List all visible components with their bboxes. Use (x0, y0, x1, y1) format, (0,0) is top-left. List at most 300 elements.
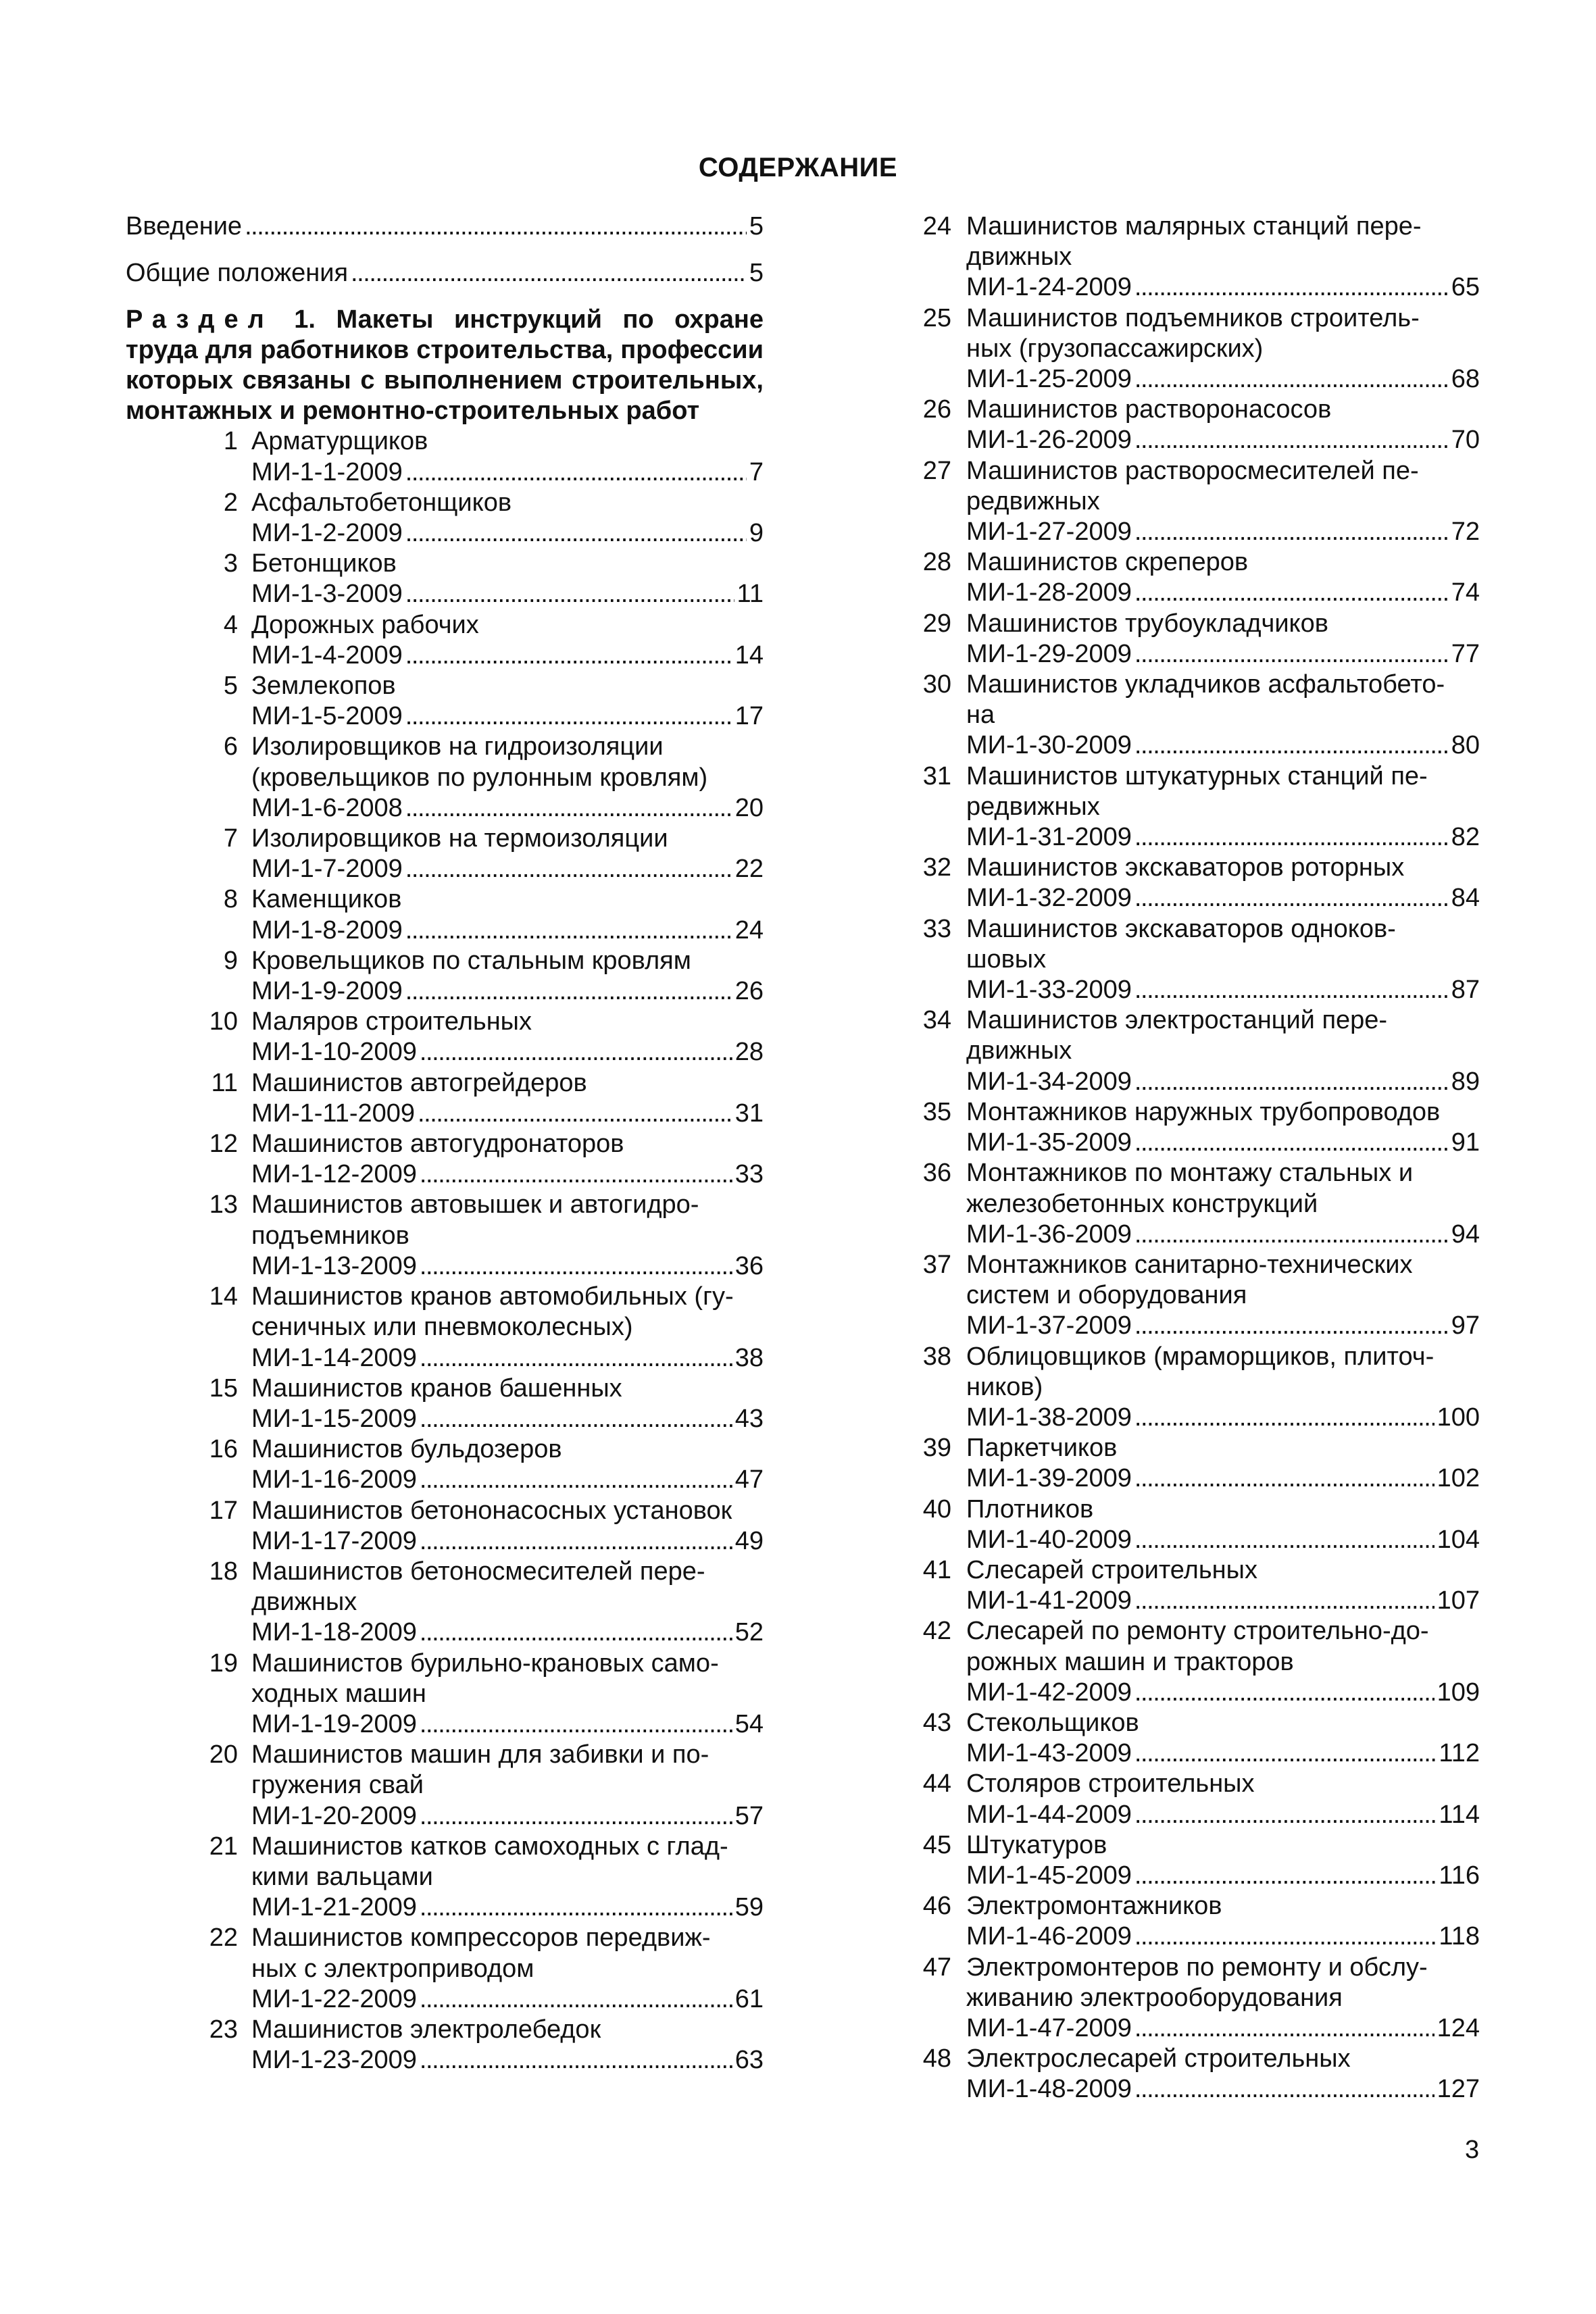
toc-entry-number: 17 (209, 1496, 238, 1525)
toc-entry-code-line (966, 883, 1480, 913)
toc-entry-body (966, 1158, 1480, 1250)
leader-dots (405, 793, 732, 824)
leader-dots (420, 1251, 732, 1282)
toc-entry-page: 68 (1451, 365, 1480, 394)
toc-entry-page: 74 (1451, 578, 1480, 607)
toc-entry-body (966, 761, 1480, 853)
toc-entry-body (966, 1342, 1480, 1434)
toc-entry (912, 1953, 1480, 2044)
toc-entry-title-line: Монтажников по монтажу стальных и (966, 1159, 1414, 1188)
toc-entry-code: МИ-1-38-2009 (966, 1403, 1132, 1432)
toc-entry-page: 47 (734, 1465, 764, 1494)
toc-entry-code: МИ-1-32-2009 (966, 884, 1132, 913)
toc-entry-body (251, 824, 764, 884)
toc-entry-title-line: Каменщиков (251, 885, 402, 914)
toc-entry-body (966, 1494, 1480, 1555)
toc-entry-code: МИ-1-6-2008 (251, 793, 403, 822)
toc-entry-title-line: Машинистов растворонасосов (966, 395, 1332, 424)
toc-entry-body (251, 1068, 764, 1129)
toc-entry (912, 1708, 1480, 1769)
toc-entry-number: 26 (922, 395, 951, 424)
leader-dots (1134, 364, 1449, 395)
leader-dots (420, 1892, 732, 1923)
toc-entry-title-line: рожных машин и тракторов (966, 1647, 1294, 1676)
toc-entry-number: 19 (209, 1649, 238, 1678)
toc-entry-title-line: Машинистов растворосмесителей пе- (966, 456, 1419, 485)
page-title: СОДЕРЖАНИЕ (698, 153, 898, 182)
toc-entry-code-line (966, 1463, 1480, 1494)
toc-entry-code-line (251, 640, 764, 671)
toc-entry-page: 43 (734, 1404, 764, 1433)
toc-entry (126, 610, 764, 671)
toc-entry-body (251, 426, 764, 487)
toc-entry-title-line: Машинистов кранов башенных (251, 1374, 622, 1403)
toc-entry (912, 670, 1480, 761)
toc-entry-code-line (966, 639, 1480, 670)
toc-entry-code-line (966, 517, 1480, 547)
toc-entry-body (966, 1953, 1480, 2044)
leader-dots (1134, 730, 1449, 761)
toc-entry-number: 20 (209, 1740, 238, 1769)
toc-entry-title-line: Электромонтеров по ремонту и обслу- (966, 1953, 1428, 1982)
toc-entry-code: МИ-1-15-2009 (251, 1404, 417, 1433)
toc-entry-code-line (251, 854, 764, 884)
toc-entry-page: 77 (1451, 639, 1480, 668)
toc-entry-title-line: ных с электроприводом (251, 1954, 534, 1983)
toc-entry-code: МИ-1-8-2009 (251, 915, 403, 945)
toc-entry-code-line (251, 1404, 764, 1434)
toc-entry (912, 1769, 1480, 1830)
toc-entry-code: МИ-1-18-2009 (251, 1618, 417, 1647)
toc-entry (126, 1282, 764, 1374)
toc-entry-title-line: Штукатуров (966, 1830, 1107, 1859)
toc-entry-page: 97 (1451, 1311, 1480, 1340)
toc-entry-title-line: Машинистов автогудронаторов (251, 1130, 624, 1159)
toc-entry-number: 42 (922, 1617, 951, 1646)
toc-entry-title-line: Асфальтобетонщиков (251, 488, 512, 517)
toc-entry-code: МИ-1-36-2009 (966, 1219, 1132, 1249)
toc-entry-code: МИ-1-19-2009 (251, 1709, 417, 1738)
leader-dots (405, 640, 732, 671)
toc-entry (126, 1740, 764, 1832)
toc-entry (126, 1129, 764, 1190)
toc-entry-code-line (251, 1465, 764, 1495)
toc-entry-code: МИ-1-24-2009 (966, 273, 1132, 302)
toc-entry-code-line (251, 1526, 764, 1557)
toc-entry-number: 4 (223, 610, 238, 639)
toc-entry-page: 118 (1439, 1922, 1480, 1951)
toc-entry-title-line: Машинистов электростанций пере- (966, 1006, 1388, 1035)
toc-entry-body (966, 395, 1480, 455)
toc-entry-code-line (966, 1921, 1480, 1952)
toc-entry-code: МИ-1-12-2009 (251, 1160, 417, 1189)
toc-entry (912, 547, 1480, 608)
toc-entry (126, 824, 764, 884)
toc-intro-entry (126, 258, 764, 288)
toc-entry (912, 211, 1480, 303)
leader-dots (1134, 1921, 1437, 1952)
toc-entry-body (251, 488, 764, 549)
toc-entry-page: 59 (734, 1893, 764, 1922)
toc-entry-title-line: Машинистов бульдозеров (251, 1435, 562, 1464)
toc-entry-page: 49 (734, 1526, 764, 1555)
toc-entry-body (966, 914, 1480, 1006)
toc-entry-number: 10 (209, 1007, 238, 1036)
toc-entry-code-line (966, 1403, 1480, 1433)
toc-entry-code-line (966, 1800, 1480, 1830)
toc-entry-title-line: редвижных (966, 792, 1100, 821)
toc-entry-title-line: Слесарей строительных (966, 1555, 1257, 1584)
toc-entry-number: 29 (922, 609, 951, 638)
toc-entry-body (966, 853, 1480, 913)
toc-entry-number: 37 (922, 1250, 951, 1279)
leader-dots (420, 1037, 732, 1067)
toc-entry-code-line (251, 1892, 764, 1923)
toc-entry-number: 40 (922, 1494, 951, 1524)
toc-entry-title-line: движных (966, 243, 1072, 272)
toc-entry-code-line (251, 1343, 764, 1374)
toc-entry (912, 1342, 1480, 1434)
toc-intro-page: 5 (749, 212, 764, 241)
toc-entry-code: МИ-1-13-2009 (251, 1251, 417, 1280)
toc-intro-label: Общие положения (126, 259, 349, 288)
toc-entry-title-line: Машинистов бурильно-крановых само- (251, 1649, 719, 1678)
toc-entry-code: МИ-1-22-2009 (251, 1984, 417, 2013)
toc-entry-body (966, 1769, 1480, 1830)
leader-dots (405, 701, 732, 732)
toc-entry-number: 25 (922, 303, 951, 332)
toc-entry-number: 16 (209, 1435, 238, 1464)
leader-dots (351, 258, 747, 288)
leader-dots (420, 1526, 732, 1557)
toc-entry-title-line: Машинистов электролебедок (251, 2015, 601, 2044)
toc-entry-body (251, 884, 764, 945)
toc-entry-code-line (251, 2045, 764, 2076)
toc-entry-title-line: Электромонтажников (966, 1892, 1222, 1921)
toc-entry (912, 1158, 1480, 1250)
toc-entry-body (966, 1708, 1480, 1769)
toc-entry-code-line (251, 457, 764, 488)
toc-entry-number: 38 (922, 1342, 951, 1371)
toc-entry-title-line: Паркетчиков (966, 1434, 1118, 1463)
toc-entry-title-line: Машинистов укладчиков асфальтобето- (966, 670, 1445, 699)
toc-entry-page: 70 (1451, 426, 1480, 455)
leader-dots (1134, 1067, 1449, 1097)
toc-entry-title-line: ных (грузопассажирских) (966, 334, 1264, 363)
toc-entry-code: МИ-1-9-2009 (251, 977, 403, 1006)
toc-entry-number: 18 (209, 1557, 238, 1586)
toc-entry-body (251, 1496, 764, 1557)
toc-entry (126, 732, 764, 824)
toc-entry-page: 124 (1437, 2013, 1480, 2042)
toc-entry-body (966, 1097, 1480, 1158)
toc-entry-title-line: (кровельщиков по рулонным кровлям) (251, 763, 708, 792)
toc-entry-body (966, 1830, 1480, 1891)
toc-entry (126, 1832, 764, 1923)
toc-entry-code-line (966, 272, 1480, 303)
leader-dots (1134, 578, 1449, 608)
toc-entry-body (251, 671, 764, 732)
toc-entry-title-line: движных (251, 1588, 357, 1617)
toc-entry-number: 9 (223, 946, 238, 975)
toc-entry-body (966, 456, 1480, 548)
toc-entry (912, 1005, 1480, 1097)
toc-list-left (126, 426, 764, 2076)
toc-entry (912, 456, 1480, 548)
toc-entry (912, 1250, 1480, 1342)
toc-entry-title-line: Машинистов трубоукладчиков (966, 609, 1328, 638)
section-heading (126, 305, 764, 426)
toc-column-left (126, 211, 764, 2076)
toc-entry (126, 1557, 764, 1649)
leader-dots (420, 1801, 732, 1832)
toc-entry-code: МИ-1-42-2009 (966, 1678, 1132, 1707)
toc-entry-page: 114 (1439, 1800, 1480, 1829)
leader-dots (405, 457, 747, 488)
toc-entry-page: 61 (734, 1984, 764, 2013)
toc-entry-title-line: Изолировщиков на термоизоляции (251, 824, 668, 853)
toc-intro-label: Введение (126, 212, 243, 241)
toc-entry-code: МИ-1-2-2009 (251, 519, 403, 548)
toc-column-right (912, 211, 1480, 2105)
toc-entry-code-line (966, 578, 1480, 608)
toc-entry-code-line (966, 1861, 1480, 1891)
toc-entry-code: МИ-1-44-2009 (966, 1800, 1132, 1829)
toc-entry-code-line (251, 579, 764, 609)
leader-dots (420, 1709, 732, 1740)
toc-entry (912, 853, 1480, 913)
toc-entry-page: 63 (734, 2046, 764, 2075)
toc-entry-code-line (966, 2074, 1480, 2105)
toc-entry-body (966, 609, 1480, 670)
leader-dots (420, 1617, 732, 1648)
toc-entry-page: 89 (1451, 1067, 1480, 1096)
toc-entry (126, 1374, 764, 1434)
toc-entry-number: 11 (211, 1068, 238, 1097)
toc-entry-number: 32 (922, 853, 951, 882)
leader-dots (420, 1404, 732, 1434)
toc-entry-title-line: Изолировщиков на гидроизоляции (251, 732, 664, 761)
toc-entry-title-line: систем и оборудования (966, 1281, 1247, 1310)
toc-entry-body (251, 1129, 764, 1190)
toc-entry-code-line (251, 793, 764, 824)
toc-entry-title-line: Машинистов подъемников строитель- (966, 303, 1420, 332)
toc-entry-title-line: кими вальцами (251, 1862, 433, 1891)
toc-entry-number: 28 (922, 548, 951, 577)
toc-entry-code: МИ-1-47-2009 (966, 2013, 1132, 2042)
toc-entry-body (966, 1250, 1480, 1342)
toc-entry-body (966, 303, 1480, 395)
toc-entry-title-line: Машинистов машин для забивки и по- (251, 1740, 709, 1769)
toc-entry-body (251, 946, 764, 1007)
toc-entry-code-line (966, 730, 1480, 761)
toc-entry-page: 33 (734, 1160, 764, 1189)
toc-entry-code: МИ-1-40-2009 (966, 1525, 1132, 1554)
toc-entry-code-line (251, 1159, 764, 1190)
toc-entry-page: 24 (734, 915, 764, 945)
toc-entry-page: 20 (734, 793, 764, 822)
toc-entry-number: 48 (922, 2044, 951, 2073)
toc-entry-title-line: Кровельщиков по стальным кровлям (251, 946, 691, 975)
toc-entry-number: 41 (922, 1555, 951, 1584)
toc-entry (126, 1649, 764, 1740)
toc-entry-title-line: движных (966, 1036, 1072, 1065)
toc-entry-code: МИ-1-26-2009 (966, 426, 1132, 455)
toc-entry-page: 94 (1451, 1219, 1480, 1249)
toc-entry-page: 72 (1451, 518, 1480, 547)
toc-entry-number: 30 (922, 670, 951, 699)
toc-entry-page: 38 (734, 1343, 764, 1372)
toc-entry-code: МИ-1-34-2009 (966, 1067, 1132, 1096)
toc-entry-body (251, 1282, 764, 1374)
leader-dots (1134, 639, 1449, 670)
page-number: 3 (1465, 2136, 1480, 2164)
leader-dots (1134, 2013, 1435, 2044)
toc-entry-code-line (251, 518, 764, 549)
toc-entry-code: МИ-1-14-2009 (251, 1343, 417, 1372)
toc-entry-page: 104 (1437, 1525, 1480, 1554)
toc-entry-code: МИ-1-21-2009 (251, 1893, 417, 1922)
toc-entry-body (251, 2015, 764, 2076)
toc-entry-number: 22 (209, 1923, 238, 1953)
toc-entry (126, 488, 764, 549)
toc-entry-body (251, 1740, 764, 1832)
toc-entry (912, 1097, 1480, 1158)
toc-entry-code-line (966, 1678, 1480, 1708)
toc-entry (912, 303, 1480, 395)
toc-entry-code: МИ-1-16-2009 (251, 1465, 417, 1494)
toc-entry-title-line: Стекольщиков (966, 1708, 1139, 1737)
toc-entry-body (966, 211, 1480, 303)
toc-entry-page: 52 (734, 1618, 764, 1647)
toc-entry-number: 24 (922, 212, 951, 241)
toc-entry-number: 31 (922, 761, 951, 790)
toc-entry-body (251, 732, 764, 824)
toc-entry-code: МИ-1-39-2009 (966, 1464, 1132, 1493)
toc-entry-code-line (251, 1037, 764, 1067)
section-label: Раздел (126, 305, 274, 334)
toc-entry-number: 39 (922, 1434, 951, 1463)
toc-entry-code: МИ-1-46-2009 (966, 1922, 1132, 1951)
toc-entry-page: 102 (1437, 1464, 1480, 1493)
toc-entry-code-line (966, 1586, 1480, 1616)
toc-entry-page: 100 (1437, 1403, 1480, 1432)
toc-entry-title-line: Арматурщиков (251, 427, 428, 456)
leader-dots (405, 854, 732, 884)
toc-entry-code: МИ-1-20-2009 (251, 1801, 417, 1830)
toc-intro-entry (126, 211, 764, 242)
toc-entry-body (966, 1555, 1480, 1616)
leader-dots (1134, 517, 1449, 547)
toc-entry-code: МИ-1-3-2009 (251, 580, 403, 609)
toc-entry-title-line: сеничных или пневмоколесных) (251, 1313, 633, 1342)
toc-entry-code-line (251, 1617, 764, 1648)
toc-entry (912, 2044, 1480, 2105)
leader-dots (418, 1099, 732, 1129)
toc-intro-page: 5 (749, 259, 764, 288)
toc-entry-body (966, 670, 1480, 761)
toc-entry-number: 46 (922, 1892, 951, 1921)
toc-entry (912, 761, 1480, 853)
leader-dots (1134, 975, 1449, 1005)
toc-entry-title-line: Машинистов автовышек и автогидро- (251, 1190, 699, 1219)
toc-entry-number: 5 (223, 672, 238, 701)
toc-entry-title-line: Электрослесарей строительных (966, 2044, 1351, 2073)
leader-dots (1134, 1586, 1435, 1616)
toc-entry-body (251, 1190, 764, 1282)
toc-entry-body (966, 1616, 1480, 1708)
toc-entry-title-line: Машинистов катков самоходных с глад- (251, 1832, 728, 1861)
toc-entry-number: 1 (223, 427, 238, 456)
leader-dots (1134, 272, 1449, 303)
toc-entry-title-line: гружения свай (251, 1771, 424, 1800)
toc-entry-page: 26 (734, 977, 764, 1006)
toc-entry-title-line: Машинистов скреперов (966, 548, 1249, 577)
toc-entry-title-line: Столяров строительных (966, 1769, 1255, 1799)
toc-entry-number: 27 (922, 456, 951, 485)
toc-entry-code: МИ-1-35-2009 (966, 1128, 1132, 1157)
toc-entry-code: МИ-1-48-2009 (966, 2075, 1132, 2104)
leader-dots (1134, 425, 1449, 455)
toc-entry-title-line: Машинистов бетоносмесителей пере- (251, 1557, 705, 1586)
leader-dots (1134, 2074, 1435, 2105)
toc-entry-title-line: шовых (966, 945, 1047, 974)
toc-entry (912, 1494, 1480, 1555)
toc-entry-number: 35 (922, 1097, 951, 1126)
toc-entry-title-line: Монтажников санитарно-технических (966, 1250, 1413, 1279)
toc-entry (126, 1007, 764, 1067)
toc-entry-title-line: Монтажников наружных трубопроводов (966, 1097, 1441, 1126)
toc-entry-page: 28 (734, 1038, 764, 1067)
toc-entry-code: МИ-1-31-2009 (966, 823, 1132, 852)
toc-entry-page: 112 (1439, 1739, 1480, 1768)
toc-entry-number: 12 (209, 1130, 238, 1159)
toc-entry-number: 45 (922, 1830, 951, 1859)
toc-entry-title-line: Плотников (966, 1494, 1094, 1524)
toc-entry (126, 671, 764, 732)
leader-dots (1134, 1800, 1437, 1830)
toc-entry-page: 54 (734, 1709, 764, 1738)
toc-entry-page: 31 (734, 1099, 764, 1128)
toc-entry (126, 1434, 764, 1495)
toc-entry-code-line (251, 1709, 764, 1740)
toc-entry-number: 13 (209, 1190, 238, 1219)
toc-entry (912, 1433, 1480, 1494)
toc-list-right (912, 211, 1480, 2105)
leader-dots (245, 211, 747, 242)
toc-entry-number: 2 (223, 488, 238, 517)
toc-entry-title-line: редвижных (966, 486, 1100, 515)
toc-entry-code: МИ-1-30-2009 (966, 731, 1132, 760)
toc-entry-title-line: Машинистов штукатурных станций пе- (966, 761, 1428, 790)
toc-entry-page: 82 (1451, 823, 1480, 852)
toc-entry-number: 15 (209, 1374, 238, 1403)
toc-entry-number: 36 (922, 1159, 951, 1188)
toc-entry-page: 11 (737, 580, 764, 609)
toc-entry-title-line: Облицовщиков (мраморщиков, плиточ- (966, 1342, 1435, 1371)
toc-entry-title-line: на (966, 701, 995, 730)
leader-dots (1134, 1311, 1449, 1341)
toc-entry-code: МИ-1-33-2009 (966, 976, 1132, 1005)
toc-entry-code-line (251, 1099, 764, 1129)
leader-dots (1134, 1403, 1435, 1433)
toc-entry-code-line (966, 1311, 1480, 1341)
leader-dots (405, 579, 734, 609)
toc-entry-code-line (966, 1067, 1480, 1097)
section-title: 1. Макеты инструкций по охране труда для работников строительства, профессии которых связаны с выполнением строительных, монтажных и ремонтно-строительных работ (126, 305, 764, 426)
toc-entry-body (251, 1434, 764, 1495)
toc-entry (126, 549, 764, 609)
